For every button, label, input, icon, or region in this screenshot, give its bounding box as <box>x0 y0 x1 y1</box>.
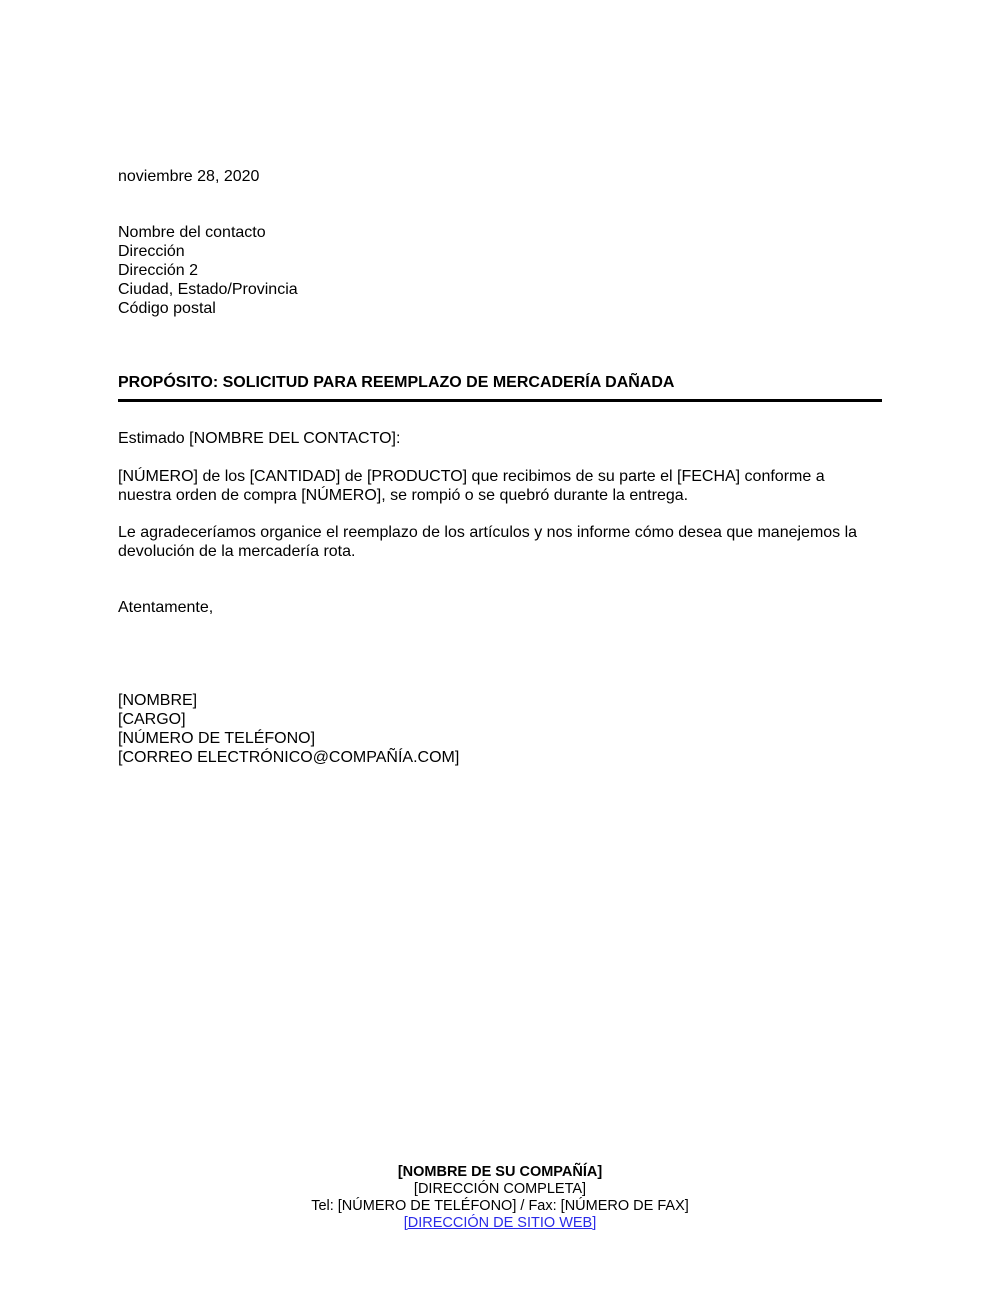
recipient-postal-code: Código postal <box>118 300 216 317</box>
footer-company-name: [NOMBRE DE SU COMPAÑÍA] <box>397 1164 603 1180</box>
paragraph-line: nuestra orden de compra [NÚMERO], se rompió o se quebró durante la entrega. <box>118 487 689 504</box>
footer-address: [DIRECCIÓN COMPLETA] <box>413 1181 587 1197</box>
footer-contact: Tel: [NÚMERO DE TELÉFONO] / Fax: [NÚMERO DE FAX] <box>311 1198 689 1214</box>
paragraph-line: Le agradeceríamos organice el reemplazo de los artículos y nos informe cómo desea que manejemos la <box>118 524 858 541</box>
letterhead-footer <box>0 1164 1000 1232</box>
signature-name: [NOMBRE] <box>118 692 198 709</box>
subject-divider <box>118 399 882 402</box>
signature-phone: [NÚMERO DE TELÉFONO] <box>118 730 316 747</box>
recipient-city-state: Ciudad, Estado/Provincia <box>118 281 298 298</box>
paragraph-line: [NÚMERO] de los [CANTIDAD] de [PRODUCTO] que recibimos de su parte el [FECHA] conforme a <box>118 468 825 485</box>
recipient-address-line-2: Dirección 2 <box>118 262 199 279</box>
salutation: Estimado [NOMBRE DEL CONTACTO]: <box>118 430 401 447</box>
letter-subject: PROPÓSITO: SOLICITUD PARA REEMPLAZO DE MERCADERÍA DAÑADA <box>118 374 675 391</box>
paragraph-line: devolución de la mercadería rota. <box>118 543 356 560</box>
recipient-name: Nombre del contacto <box>118 224 266 241</box>
footer-website-link[interactable]: [DIRECCIÓN DE SITIO WEB] <box>403 1215 597 1231</box>
recipient-address <box>118 223 298 318</box>
signature-email: [CORREO ELECTRÓNICO@COMPAÑÍA.COM] <box>118 749 460 766</box>
letter-date: noviembre 28, 2020 <box>118 168 260 185</box>
recipient-address-line-1: Dirección <box>118 243 185 260</box>
signature-block <box>118 691 459 767</box>
body-paragraph-1 <box>118 467 825 505</box>
closing: Atentamente, <box>118 599 214 616</box>
body-paragraph-2 <box>118 523 857 561</box>
signature-title: [CARGO] <box>118 711 186 728</box>
